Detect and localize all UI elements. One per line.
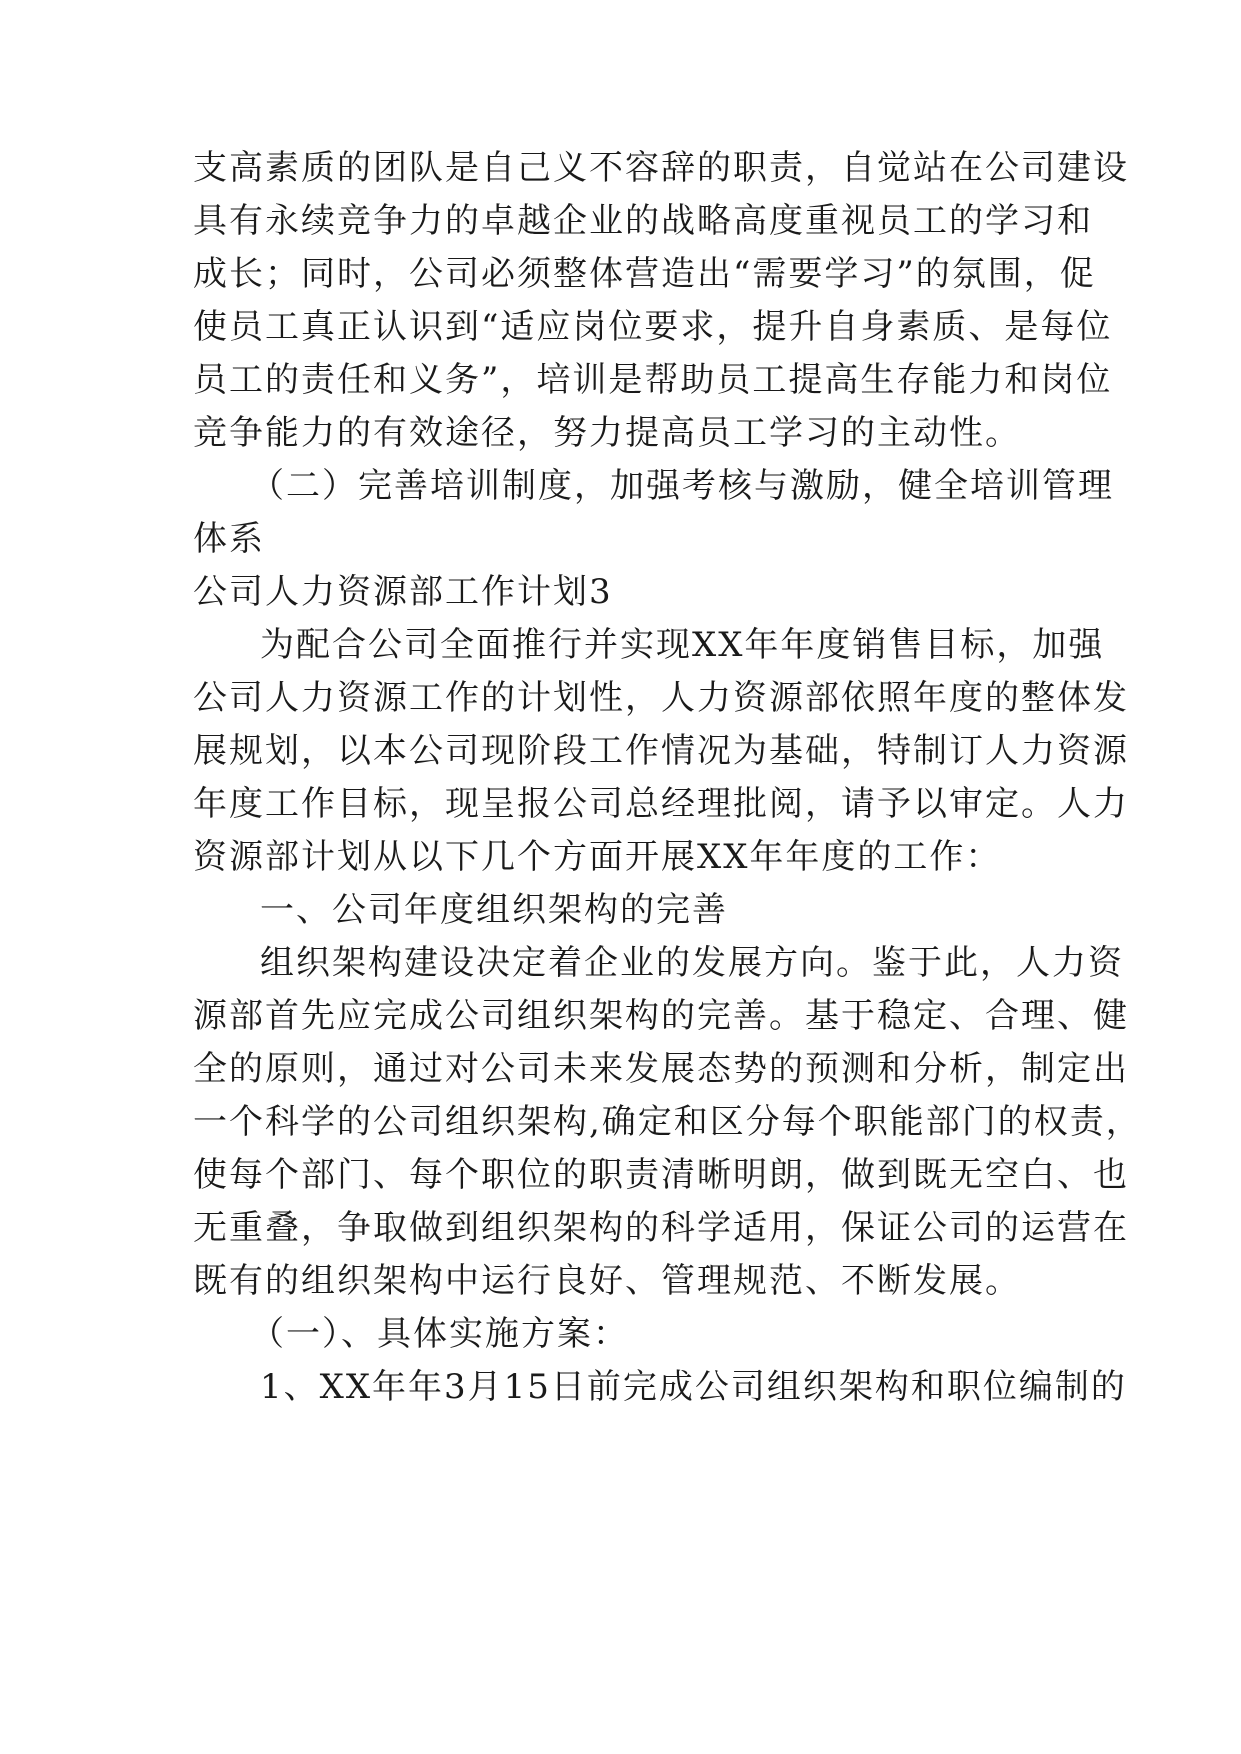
- section-heading-line: （二）完善培训制度，加强考核与激励，健全培训管理: [250, 466, 1114, 506]
- paragraph-line: 无重叠，争取做到组织架构的科学适用，保证公司的运营在: [193, 1208, 1129, 1248]
- paragraph-line: 具有永续竞争力的卓越企业的战略高度重视员工的学习和: [193, 201, 1093, 241]
- paragraph-line: 全的原则，通过对公司未来发展态势的预测和分析，制定出: [193, 1049, 1129, 1089]
- section-heading-line: （一）、具体实施方案：: [250, 1314, 629, 1354]
- section-heading-line: 体系: [193, 519, 265, 559]
- paragraph-line: 支高素质的团队是自己义不容辞的职责，自觉站在公司建设: [193, 148, 1129, 188]
- paragraph-line: 使每个部门、每个职位的职责清晰明朗，做到既无空白、也: [193, 1155, 1129, 1195]
- paragraph-line: 为配合公司全面推行并实现XX年年度销售目标，加强: [260, 625, 1105, 665]
- paragraph-line: 展规划，以本公司现阶段工作情况为基础，特制订人力资源: [193, 731, 1129, 771]
- paragraph-line: 组织架构建设决定着企业的发展方向。鉴于此，人力资: [260, 943, 1124, 983]
- paragraph-line: 员工的责任和义务”，培训是帮助员工提高生存能力和岗位: [193, 360, 1113, 400]
- paragraph-line: 竞争能力的有效途径，努力提高员工学习的主动性。: [193, 413, 1021, 453]
- paragraph-line: 成长；同时，公司必须整体营造出“需要学习”的氛围，促: [193, 254, 1096, 294]
- paragraph-line: 使员工真正认识到“适应岗位要求，提升自身素质、是每位: [193, 307, 1113, 347]
- document-title: 公司人力资源部工作计划3: [193, 572, 613, 612]
- section-heading-line: 一、公司年度组织架构的完善: [260, 890, 728, 930]
- paragraph-line: 一个科学的公司组织架构,确定和区分每个职能部门的权责，: [193, 1102, 1142, 1142]
- paragraph-line: 既有的组织架构中运行良好、管理规范、不断发展。: [193, 1261, 1021, 1301]
- paragraph-line: 资源部计划从以下几个方面开展XX年年度的工作：: [193, 837, 1002, 877]
- paragraph-line: 公司人力资源工作的计划性，人力资源部依照年度的整体发: [193, 678, 1129, 718]
- paragraph-line: 年度工作目标，现呈报公司总经理批阅，请予以审定。人力: [193, 784, 1129, 824]
- paragraph-line: 源部首先应完成公司组织架构的完善。基于稳定、合理、健: [193, 996, 1129, 1036]
- paragraph-line: 1、XX年年3月15日前完成公司组织架构和职位编制的: [260, 1367, 1127, 1407]
